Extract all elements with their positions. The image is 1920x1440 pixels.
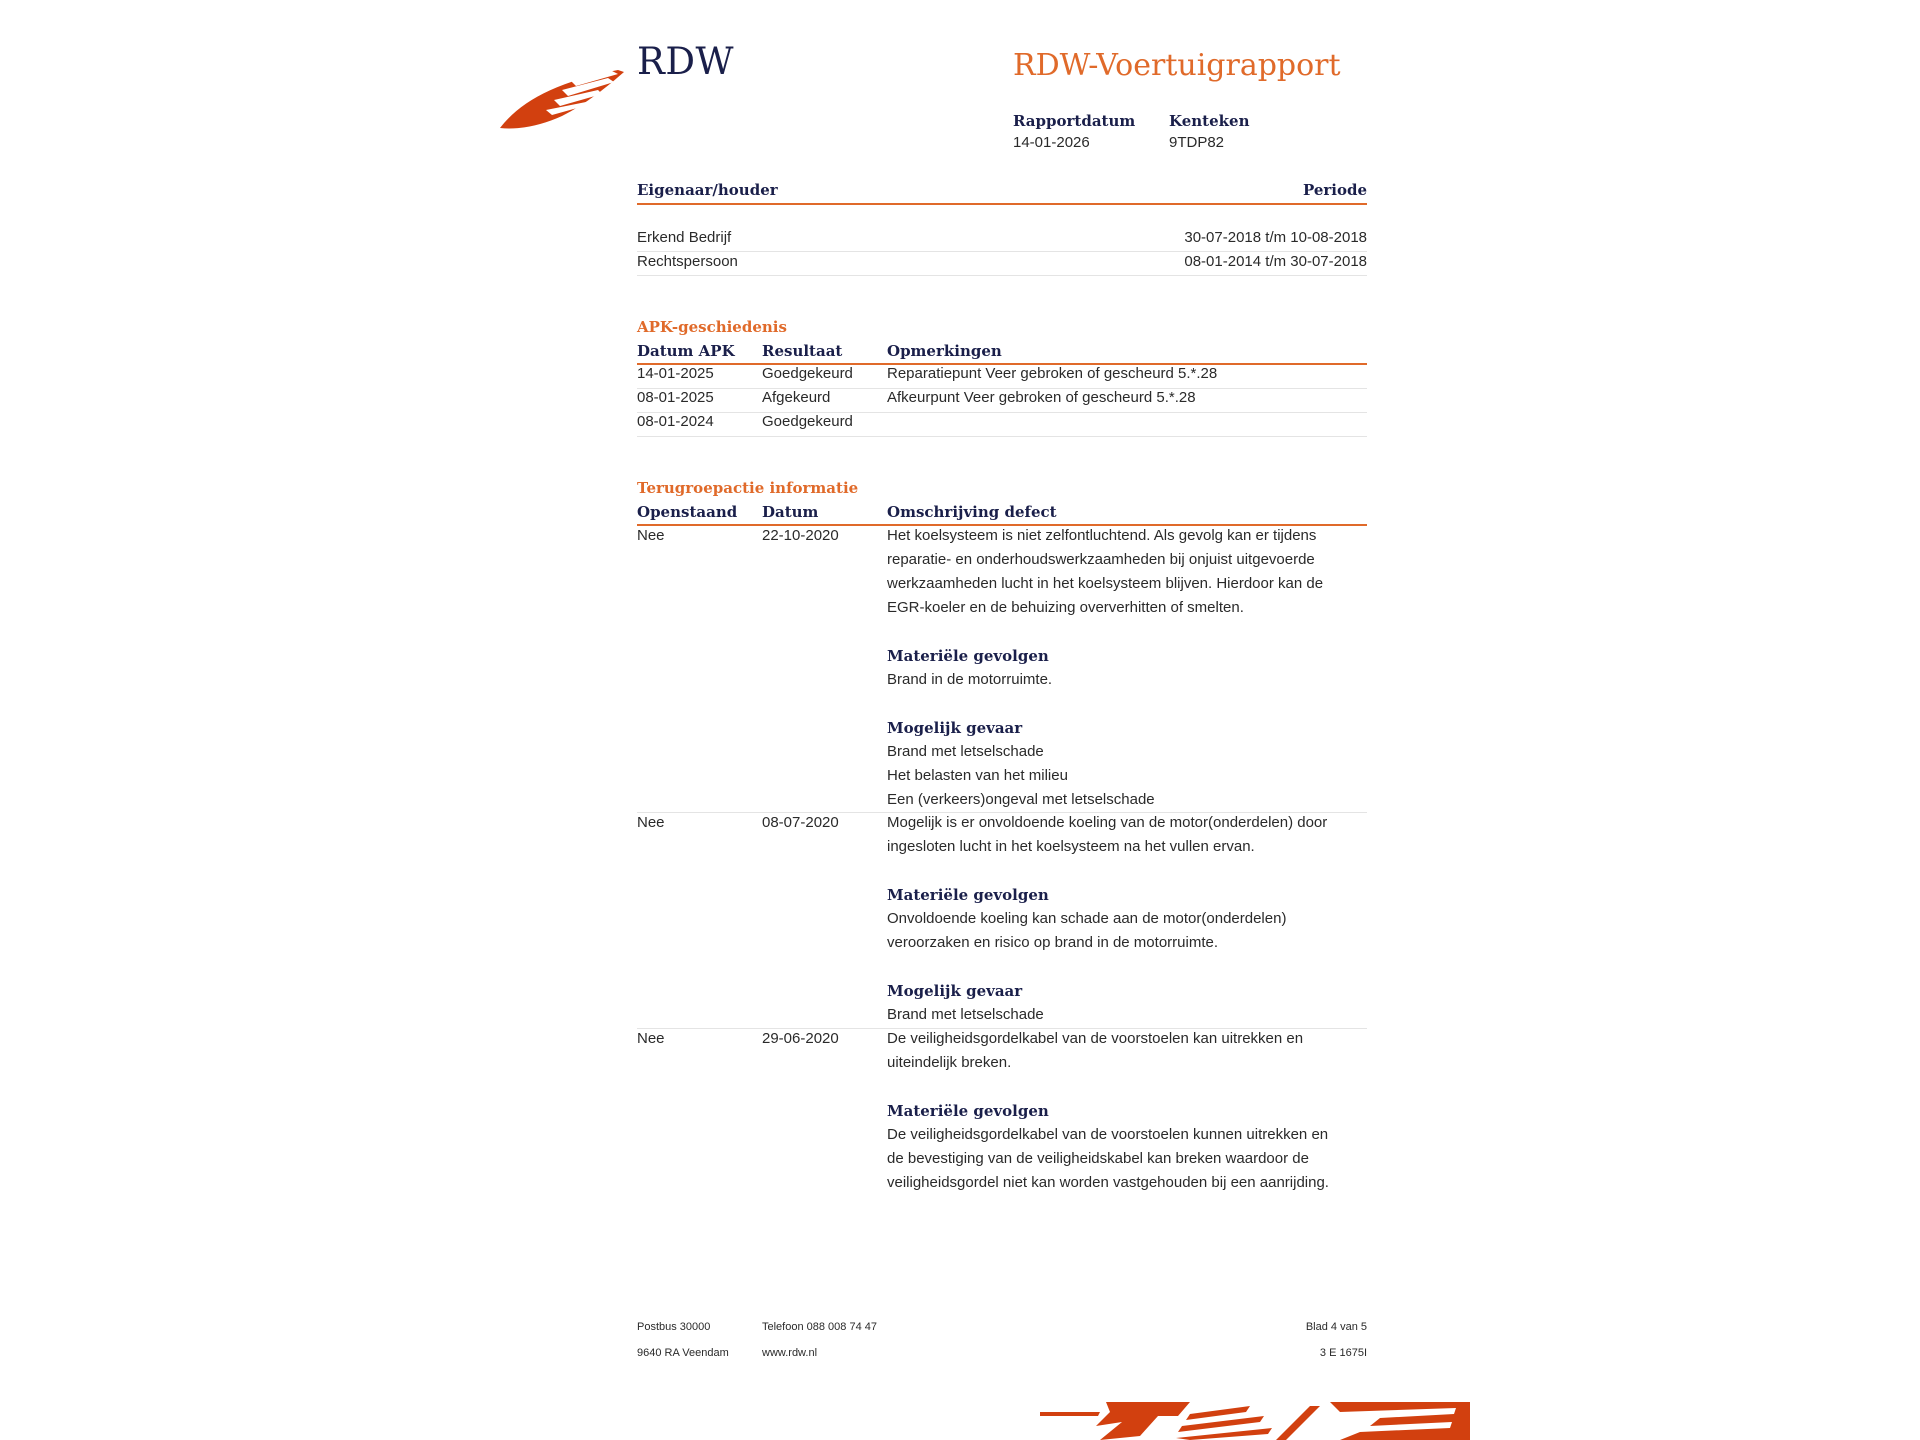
footer-page-number: Blad 4 van 5 [1305,1321,1367,1333]
footer-document-code: 3 E 1675I [1319,1347,1367,1359]
apk-date-cell: 08-01-2024 [637,413,714,430]
possible-danger-heading: Mogelijk gevaar [887,982,1023,1000]
organisation-name: RDW [637,40,735,83]
footer-website: www.rdw.nl [762,1347,818,1359]
apk-section-title: APK-geschiedenis [637,318,787,336]
apk-date-cell: 08-01-2025 [637,389,714,406]
owner-cell: Rechtspersoon [637,253,738,270]
apk-remark-cell: Reparatiepunt Veer gebroken of gescheurd 5.*.28 [887,365,1218,382]
recall-description [887,811,1367,1027]
row-divider [637,436,1367,437]
material-consequences-heading: Materiële gevolgen [887,647,1049,665]
owners-header-rule [637,203,1367,205]
recall-date-column-header: Datum [762,503,819,521]
danger-line: Een (verkeers)ongeval met letselschade [887,791,1155,808]
row-divider [637,275,1367,276]
description-line: Het koelsysteem is niet zelfontluchtend. Als gevolg kan er tijdens [887,527,1317,544]
material-consequences-heading: Materiële gevolgen [887,1102,1049,1120]
license-plate-label: Kenteken [1169,112,1250,130]
apk-date-column-header: Datum APK [637,342,735,360]
recall-date-cell: 22-10-2020 [762,527,839,544]
possible-danger-heading: Mogelijk gevaar [887,719,1023,737]
recall-open-cell: Nee [637,1030,665,1047]
recall-description [887,524,1367,812]
apk-date-cell: 14-01-2025 [637,365,714,382]
apk-result-cell: Afgekeurd [762,389,831,406]
description-line: De veiligheidsgordelkabel van de voorstoelen kan uitrekken en [887,1030,1304,1047]
apk-result-cell: Goedgekeurd [762,365,853,382]
recall-open-cell: Nee [637,527,665,544]
footer-city: 9640 RA Veendam [637,1347,729,1359]
owner-column-header: Eigenaar/houder [637,181,778,199]
apk-result-cell: Goedgekeurd [762,413,853,430]
period-column-header: Periode [1302,181,1367,199]
description-line: Mogelijk is er onvoldoende koeling van de motor(onderdelen) door [887,814,1328,831]
recall-description [887,1027,1367,1195]
report-date-value: 14-01-2026 [1013,134,1090,151]
danger-line: Brand met letselschade [887,1006,1044,1023]
material-consequence-line: Brand in de motorruimte. [887,671,1053,688]
apk-remark-cell: Afkeurpunt Veer gebroken of gescheurd 5.*.28 [887,389,1196,406]
report-date-label: Rapportdatum [1013,112,1136,130]
material-consequences-heading: Materiële gevolgen [887,886,1049,904]
license-plate-value: 9TDP82 [1169,134,1225,151]
rdw-logo-icon [500,64,630,132]
description-line: ingesloten lucht in het koelsysteem na het vullen ervan. [887,838,1255,855]
material-consequence-line: De veiligheidsgordelkabel van de voorstoelen kunnen uitrekken en [887,1126,1329,1143]
description-line: werkzaamheden lucht in het koelsysteem blijven. Hierdoor kan de [887,575,1324,592]
period-cell: 30-07-2018 t/m 10-08-2018 [1184,229,1367,246]
owner-cell: Erkend Bedrijf [637,229,732,246]
recall-open-cell: Nee [637,814,665,831]
recall-section-title: Terugroepactie informatie [637,479,859,497]
apk-result-column-header: Resultaat [762,342,843,360]
material-consequence-line: de bevestiging van de veiligheidskabel kan breken waardoor de [887,1150,1309,1167]
report-title: RDW-Voertuigrapport [1013,48,1341,83]
recall-date-cell: 29-06-2020 [762,1030,839,1047]
description-line: uiteindelijk breken. [887,1054,1012,1071]
material-consequence-line: Onvoldoende koeling kan schade aan de motor(onderdelen) [887,910,1287,927]
danger-line: Het belasten van het milieu [887,767,1068,784]
recall-description-column-header: Omschrijving defect [887,503,1057,521]
row-divider [637,412,1367,413]
footer-phone: Telefoon 088 008 74 47 [762,1321,877,1333]
description-line: reparatie- en onderhoudswerkzaamheden bij onjuist uitgevoerde [887,551,1315,568]
material-consequence-line: veiligheidsgordel niet kan worden vastgehouden bij een aanrijding. [887,1174,1329,1191]
footer-postbus: Postbus 30000 [637,1321,711,1333]
recall-date-cell: 08-07-2020 [762,814,839,831]
material-consequence-line: veroorzaken en risico op brand in de motorruimte. [887,934,1218,951]
description-line: EGR-koeler en de behuizing oververhitten of smelten. [887,599,1244,616]
recall-open-column-header: Openstaand [637,503,738,521]
danger-line: Brand met letselschade [887,743,1044,760]
apk-remarks-column-header: Opmerkingen [887,342,1002,360]
decorative-stripes-icon [1040,1402,1470,1440]
period-cell: 08-01-2014 t/m 30-07-2018 [1184,253,1367,270]
